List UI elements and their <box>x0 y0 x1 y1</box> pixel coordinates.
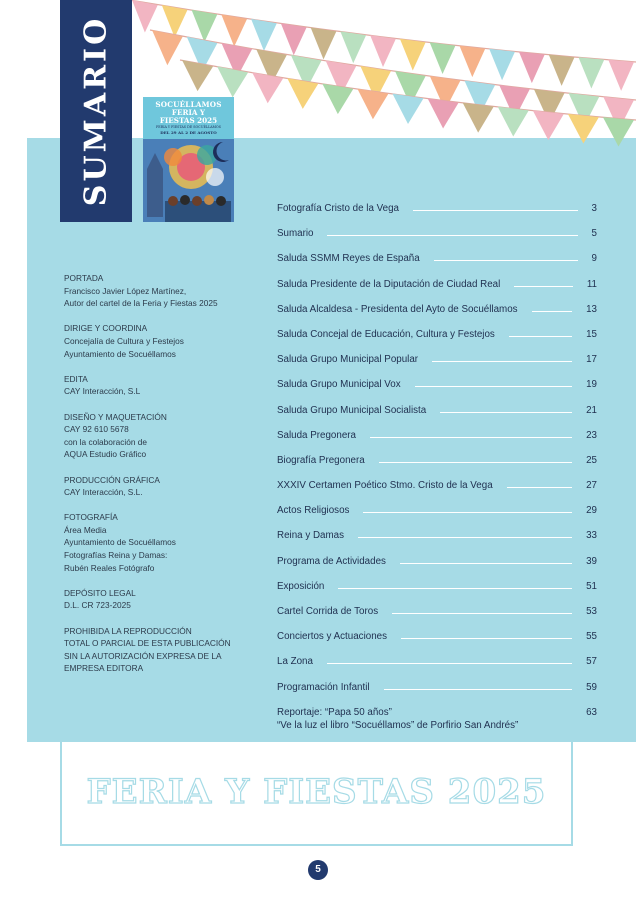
toc-entry-label: Sumario <box>277 228 314 240</box>
toc-entry[interactable] <box>277 203 597 228</box>
toc-entry[interactable] <box>277 455 597 480</box>
toc-entry[interactable] <box>277 530 597 555</box>
toc-entry-label: Fotografía Cristo de la Vega <box>277 203 399 214</box>
bunting-flag <box>498 107 529 137</box>
toc-leader-line <box>400 563 572 564</box>
credit-group <box>64 625 264 675</box>
toc-leader-line <box>532 311 572 312</box>
toc-entry[interactable] <box>277 279 597 304</box>
toc-entry[interactable] <box>277 556 597 581</box>
toc-leader-line <box>327 235 578 236</box>
bunting-flag <box>578 57 604 88</box>
bunting-flag <box>489 49 515 80</box>
toc-entry-page: 51 <box>586 580 597 592</box>
toc-leader-line <box>379 462 572 463</box>
toc-entry-page: 27 <box>586 480 597 492</box>
toc-entry[interactable] <box>277 379 597 404</box>
credit-line: CAY 92 610 5678 <box>64 424 129 435</box>
toc-entry-label: Saluda Grupo Municipal Popular <box>277 354 419 366</box>
toc-leader-line <box>507 487 572 488</box>
cover-thumbnail <box>143 97 234 222</box>
toc-entry[interactable] <box>277 228 597 253</box>
credit-heading: EDITA <box>64 373 88 384</box>
credit-group <box>64 373 264 398</box>
toc-entry-label: Biografía Pregonera <box>277 454 365 466</box>
toc-entry-label: Saluda Grupo Municipal Socialista <box>277 404 427 416</box>
credit-line: Ayuntamiento de Socuéllamos <box>64 348 176 359</box>
credit-heading: DIRIGE Y COORDINA <box>64 323 148 334</box>
bunting-flag <box>281 23 307 55</box>
cover-title-line3: FIESTAS 2025 <box>159 116 218 125</box>
bunting-flag <box>132 0 158 32</box>
toc-leader-line <box>415 386 572 387</box>
toc-leader-line <box>327 663 572 664</box>
credit-line: Autor del cartel de la Feria y Fiestas 2025 <box>64 298 218 309</box>
toc-entry[interactable] <box>277 631 597 656</box>
page-title: SUMARIO <box>78 15 114 207</box>
toc-leader-line <box>370 437 572 438</box>
credit-heading: PORTADA <box>64 273 104 283</box>
toc-entry-page: 5 <box>591 228 597 240</box>
credit-heading: DEPÓSITO LEGAL <box>64 587 136 598</box>
credit-group <box>64 587 264 612</box>
toc-entry-page: 55 <box>586 631 597 643</box>
toc-entry-label: Reportaje: “Papa 50 años” <box>277 706 392 718</box>
toc-leader-line <box>514 286 573 287</box>
toc-entry-page: 33 <box>586 530 597 542</box>
credit-line: Concejalía de Cultura y Festejos <box>64 335 184 346</box>
toc-leader-line <box>401 638 572 639</box>
toc-entry-page: 57 <box>586 656 597 668</box>
credits-list <box>64 272 264 688</box>
bunting-flag <box>340 31 366 63</box>
toc-entry[interactable] <box>277 656 597 681</box>
toc-entry[interactable] <box>277 430 597 455</box>
toc-entry-page: 19 <box>586 379 597 391</box>
bunting-flag <box>221 14 247 46</box>
credit-line: CAY Interacción, S.L <box>64 386 141 397</box>
credit-line: Área Media <box>64 524 107 535</box>
toc-entry-label: Reina y Damas <box>277 530 344 542</box>
toc-leader-line <box>440 412 572 413</box>
toc-entry-label: Saluda Alcaldesa - Presidenta del Ayto de Socuéllamos <box>277 303 518 315</box>
bunting-flag <box>459 46 485 78</box>
toc-entry[interactable] <box>277 707 597 737</box>
credit-group <box>64 322 264 360</box>
bunting-flag <box>370 35 396 67</box>
credit-heading: PRODUCCIÓN GRÁFICA <box>64 474 160 485</box>
toc-leader-line <box>432 361 572 362</box>
cover-subtitle: FERIA Y FIESTAS DE SOCUÉLLAMOS <box>156 125 221 129</box>
toc-entry-page: 63 <box>586 706 597 718</box>
credit-line: AQUA Estudio Gráfico <box>64 449 147 460</box>
bunting-flag <box>463 103 494 133</box>
toc-entry[interactable] <box>277 480 597 505</box>
credit-group <box>64 272 264 310</box>
cover-title-line2: FERIA Y <box>171 108 206 117</box>
toc-entry-label: Programa de Actividades <box>277 555 386 567</box>
bunting-flag <box>392 94 423 124</box>
bunting-flag <box>428 98 459 128</box>
toc-leader-line <box>392 613 572 614</box>
toc-entry[interactable] <box>277 505 597 530</box>
toc-entry-label: Conciertos y Actuaciones <box>277 631 387 643</box>
bunting-flag <box>311 27 337 59</box>
credit-line: Rubén Reales Fotógrafo <box>64 562 155 573</box>
toc-leader-line <box>509 336 572 337</box>
toc-entry-page: 53 <box>586 606 597 617</box>
toc-leader-line <box>338 588 572 589</box>
toc-entry-label: Saluda Grupo Municipal Vox <box>277 379 401 391</box>
toc-entry-label: Saluda Concejal de Educación, Cultura y Festejos <box>277 328 495 340</box>
credit-line: con la colaboración de <box>64 436 148 447</box>
footer-title: FERIA Y FIESTAS 2025 <box>86 772 547 812</box>
toc-entry-sublabel: “Ve la luz el libro “Socuéllamos” de Porfirio San Andrés” <box>277 719 519 731</box>
bunting-flag <box>192 10 218 42</box>
bunting-flag <box>549 55 575 86</box>
toc-entry[interactable] <box>277 405 597 430</box>
credit-heading: DISEÑO Y MAQUETACIÓN <box>64 411 167 422</box>
toc-entry-page: 13 <box>586 303 597 315</box>
toc-entry[interactable] <box>277 682 597 707</box>
toc-entry-label: Actos Religiosos <box>277 505 350 517</box>
toc-entry-page: 25 <box>586 454 597 466</box>
bunting-flag <box>608 60 634 91</box>
bunting-flag <box>533 110 564 140</box>
credit-line: Fotografías Reina y Damas: <box>64 550 168 561</box>
toc-entry-page: 59 <box>586 681 597 693</box>
footer-banner <box>60 742 573 846</box>
credit-line: TOTAL O PARCIAL DE ESTA PUBLICACIÓN <box>64 638 231 649</box>
toc-entry-label: La Zona <box>277 656 313 668</box>
toc-entry[interactable] <box>277 329 597 354</box>
toc-entry-label: Cartel Corrida de Toros <box>277 606 379 617</box>
credit-group <box>64 411 264 461</box>
bunting-flag <box>322 84 353 115</box>
credit-heading: PROHIBIDA LA REPRODUCCIÓN <box>64 625 192 636</box>
bunting-flag <box>357 89 388 119</box>
sumario-tab <box>60 0 132 222</box>
toc-entry-page: 11 <box>586 278 597 290</box>
cover-dates: DEL 29 AL 2 DE AGOSTO <box>160 130 217 135</box>
toc-entry[interactable] <box>277 304 597 329</box>
toc-entry-page: 21 <box>586 404 597 416</box>
bunting-flag <box>400 39 426 71</box>
credit-line: EMPRESA EDITORA <box>64 663 144 674</box>
cover-title-festival <box>143 109 234 125</box>
toc-leader-line <box>413 210 578 211</box>
toc-entry-label: Saluda SSMM Reyes de España <box>277 253 420 265</box>
toc-entry-label: Saluda Pregonera <box>277 429 356 441</box>
toc-entry-page: 39 <box>586 555 597 567</box>
toc-entry[interactable] <box>277 606 597 631</box>
toc-entry[interactable] <box>277 354 597 379</box>
bunting-flag <box>568 114 599 144</box>
toc-leader-line <box>434 260 578 261</box>
toc-entry-label: Saluda Presidente de la Diputación de Ciudad Real <box>277 278 501 290</box>
credit-line: Ayuntamiento de Socuéllamos <box>64 537 176 548</box>
toc-entry[interactable] <box>277 581 597 606</box>
credit-line: SIN LA AUTORIZACIÓN EXPRESA DE LA <box>64 650 222 661</box>
credit-line: D.L. CR 723-2025 <box>64 600 131 611</box>
toc-entry-page: 17 <box>586 354 597 366</box>
toc-entry-label: XXXIV Certamen Poético Stmo. Cristo de la Vega <box>277 480 493 492</box>
credit-group <box>64 511 264 574</box>
toc-leader-line <box>384 689 572 690</box>
toc-entry-page: 15 <box>586 328 597 340</box>
credit-line: CAY Interacción, S.L. <box>64 487 143 498</box>
toc-entry-label: Exposición <box>277 580 325 592</box>
credit-line: Francisco Javier López Martínez, <box>64 285 187 296</box>
bunting-flag <box>430 42 456 74</box>
page-number: 5 <box>308 860 328 880</box>
credit-heading: FOTOGRAFÍA <box>64 512 118 523</box>
credit-group <box>64 474 264 499</box>
toc-leader-line <box>358 537 572 538</box>
table-of-contents <box>277 203 597 737</box>
toc-entry-page: 29 <box>586 505 597 517</box>
bunting-flag <box>519 52 545 83</box>
toc-entry-page: 23 <box>586 429 597 441</box>
toc-entry[interactable] <box>277 253 597 278</box>
toc-entry-page: 9 <box>591 253 597 265</box>
bunting-flag <box>251 19 277 51</box>
cover-title: SOCUÉLLAMOS <box>155 100 222 109</box>
bunting-flag <box>603 117 634 146</box>
toc-entry-page: 3 <box>591 203 597 214</box>
toc-leader-line <box>363 512 572 513</box>
toc-entry-label: Programación Infantil <box>277 681 370 693</box>
